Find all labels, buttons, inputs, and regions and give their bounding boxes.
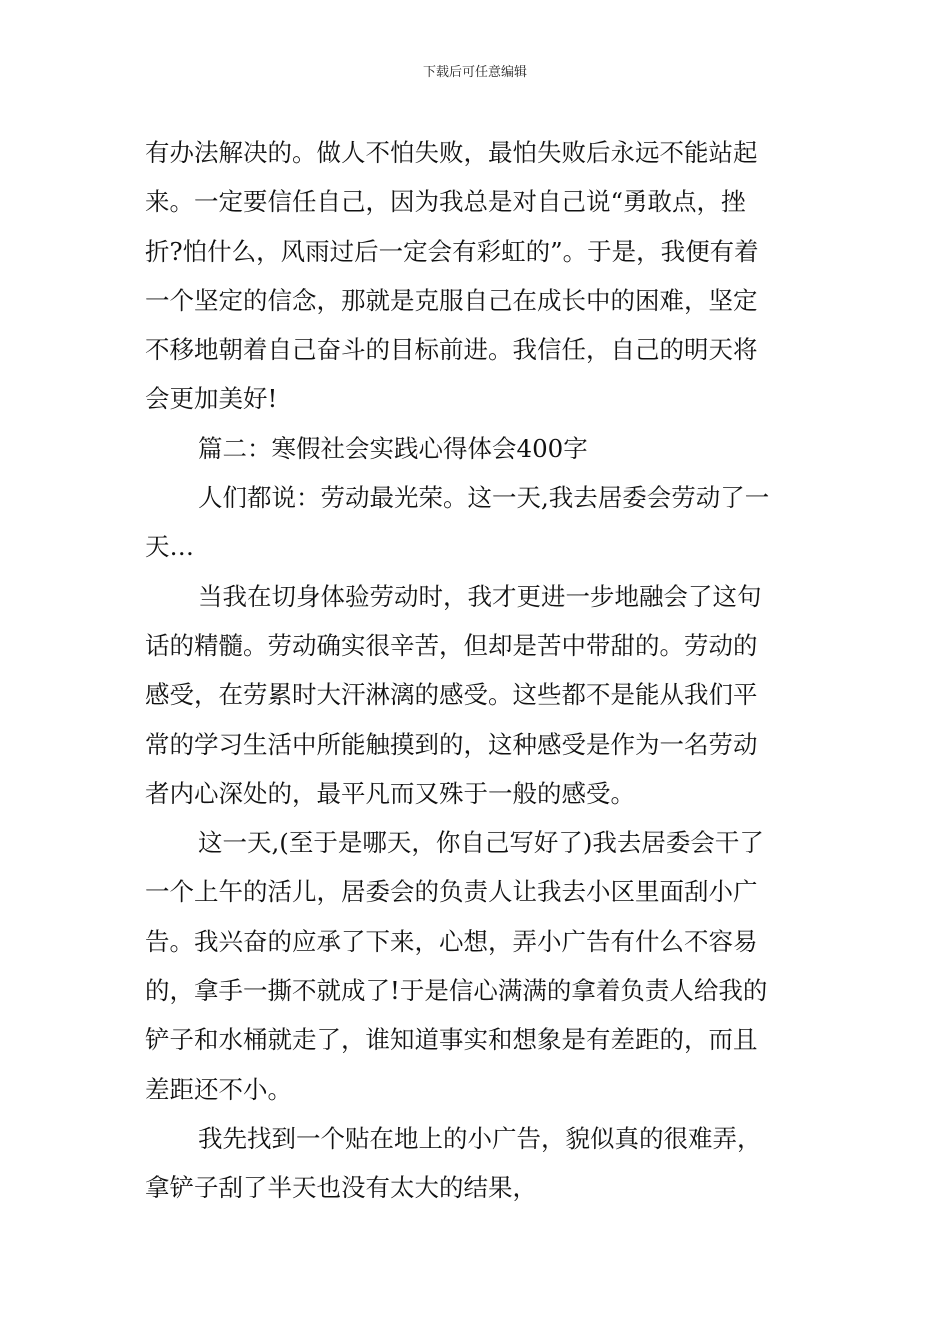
text-line: 篇二：寒假社会实践心得体会400字 xyxy=(198,433,588,463)
text-line: 拿铲子刮了半天也没有太大的结果， xyxy=(145,1173,537,1203)
text-line: 铲子和水桶就走了，谁知道事实和想象是有差距的，而且 xyxy=(145,1025,758,1055)
text-line: 差距还不小。 xyxy=(145,1074,292,1104)
text-line: 当我在切身体验劳动时，我才更进一步地融会了这句 xyxy=(198,581,762,611)
text-line: 一个坚定的信念，那就是克服自己在成长中的困难，坚定 xyxy=(145,285,758,315)
text-line: 一个上午的活儿，居委会的负责人让我去小区里面刮小广 xyxy=(145,877,758,907)
text-line: 感受，在劳累时大汗淋漓的感受。这些都不是能从我们平 xyxy=(145,680,758,710)
text-line: 者内心深处的，最平凡而又殊于一般的感受。 xyxy=(145,778,635,808)
text-line: 会更加美好! xyxy=(145,384,278,414)
text-line: 折?怕什么，风雨过后一定会有彩虹的”。于是，我便有着 xyxy=(145,236,759,266)
text-line: 这一天,(至于是哪天，你自己写好了)我去居委会干了 xyxy=(198,828,764,858)
text-line: 不移地朝着自己奋斗的目标前进。我信任，自己的明天将 xyxy=(145,335,758,365)
text-line: 来。一定要信任自己，因为我总是对自己说“勇敢点，挫 xyxy=(145,187,746,217)
page-header: 下载后可任意编辑 xyxy=(422,65,527,80)
text-line: 有办法解决的。做人不怕失败，最怕失败后永远不能站起 xyxy=(145,138,758,167)
text-line: 常的学习生活中所能触摸到的，这种感受是作为一名劳动 xyxy=(145,729,758,759)
text-line: 我先找到一个贴在地上的小广告，貌似真的很难弄， xyxy=(198,1123,762,1153)
text-line: 的，拿手一撕不就成了!于是信心满满的拿着负责人给我的 xyxy=(145,976,768,1006)
text-line: 人们都说：劳动最光荣。这一天,我去居委会劳动了一 xyxy=(198,483,770,513)
text-line: 话的精髓。劳动确实很辛苦，但却是苦中带甜的。劳动的 xyxy=(145,630,758,660)
text-line: 天… xyxy=(145,532,194,562)
document-body xyxy=(145,128,810,1213)
text-line: 告。我兴奋的应承了下来，心想，弄小广告有什么不容易 xyxy=(145,926,758,956)
